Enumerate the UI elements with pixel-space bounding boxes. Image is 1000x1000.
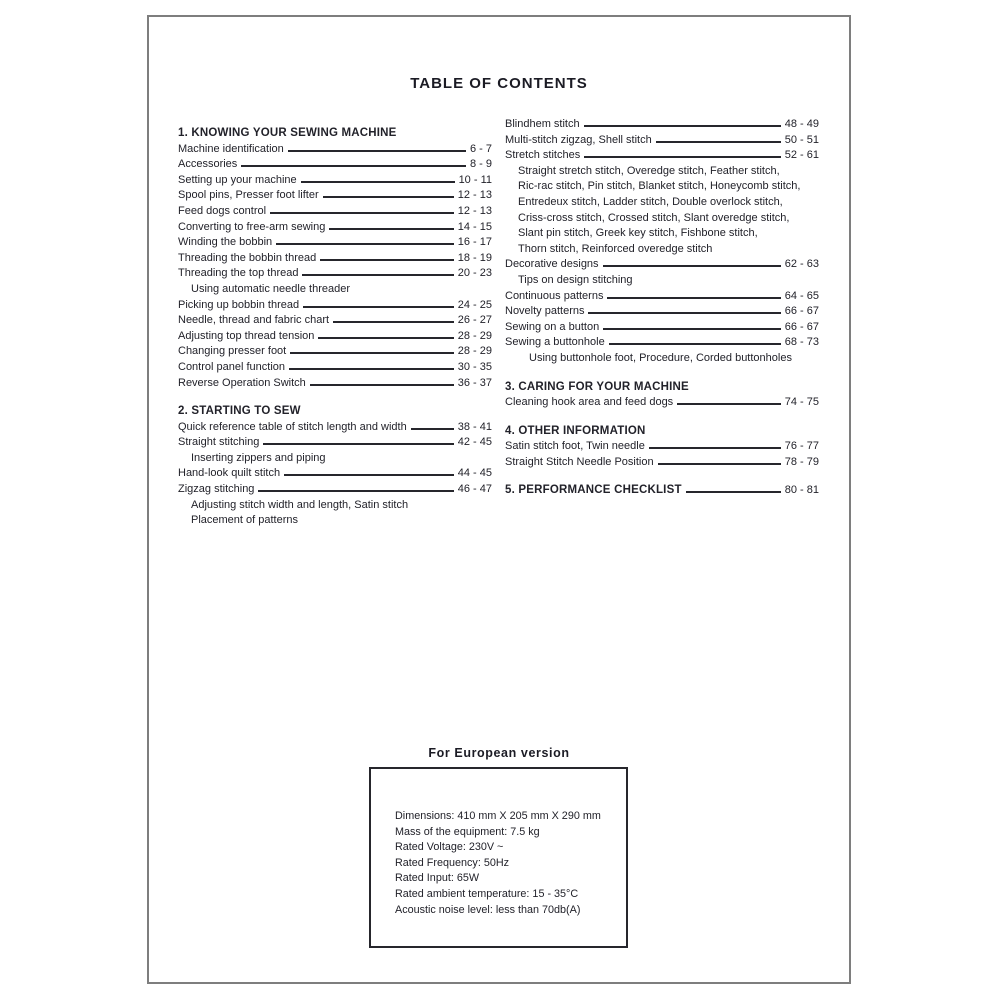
toc-row (505, 257, 819, 273)
toc-entry-label: Continuous patterns (505, 289, 604, 302)
toc-entry-pages: 28 - 29 (457, 345, 492, 358)
leader-line (588, 304, 780, 320)
leader-line (609, 335, 781, 351)
toc-entry-pages: 36 - 37 (457, 376, 492, 389)
toc-row (178, 266, 492, 282)
toc-entry-label: Using automatic needle threader (191, 282, 350, 295)
toc-entry-label: Picking up bobbin thread (178, 298, 300, 311)
leader-line (302, 266, 453, 282)
toc-row (178, 404, 492, 420)
toc-row (178, 173, 492, 189)
toc-entry-label: Zigzag stitching (178, 483, 255, 496)
toc-entry-label: Cleaning hook area and feed dogs (505, 396, 674, 409)
toc-row (505, 195, 819, 211)
european-version-title: For European version (428, 746, 570, 760)
toc-row (178, 498, 492, 514)
toc-row (505, 242, 819, 258)
toc-row (505, 351, 819, 367)
leader-line (289, 360, 454, 376)
toc-entry-label: Placement of patterns (191, 514, 299, 527)
toc-entry-label: 4. OTHER INFORMATION (505, 424, 646, 437)
toc-entry-pages: 10 - 11 (458, 173, 492, 186)
toc-entry-pages: 44 - 45 (457, 467, 492, 480)
leader-line (584, 117, 781, 133)
toc-entry-label: Sewing on a button (505, 320, 600, 333)
toc-entry-label: Tips on design stitching (518, 273, 633, 286)
toc-row (505, 320, 819, 336)
toc-row (178, 235, 492, 251)
toc-entry-pages: 8 - 9 (469, 158, 492, 171)
toc-row (178, 220, 492, 236)
toc-entry-pages: 26 - 27 (457, 314, 492, 327)
leader-line (677, 395, 781, 411)
toc-entry-pages: 80 - 81 (784, 484, 819, 497)
toc-entry-label: Blindhem stitch (505, 118, 580, 130)
toc-entry-label: Threading the top thread (178, 267, 299, 280)
spec-line: Dimensions: 410 mm X 205 mm X 290 mm (395, 810, 601, 822)
toc-entry-pages: 66 - 67 (784, 320, 819, 333)
toc-row (505, 133, 819, 149)
toc-entry-label: Converting to free-arm sewing (178, 220, 326, 233)
toc-entry-label: Changing presser foot (178, 345, 287, 358)
toc-entry-pages: 30 - 35 (457, 360, 492, 373)
toc-row (505, 211, 819, 227)
toc-entry-label: Thorn stitch, Reinforced overedge stitch (518, 242, 713, 255)
toc-row (178, 329, 492, 345)
toc-entry-label: Threading the bobbin thread (178, 251, 317, 264)
spec-line: Rated ambient temperature: 15 - 35°C (395, 887, 579, 900)
toc-row (505, 226, 819, 242)
toc-entry-pages: 38 - 41 (457, 420, 492, 433)
european-spec-box (369, 767, 628, 948)
leader-line (323, 188, 454, 204)
toc-row (178, 298, 492, 314)
toc-entry-label: Quick reference table of stitch length and width (178, 420, 407, 433)
toc-entry-pages: 12 - 13 (457, 189, 492, 202)
leader-line (584, 148, 781, 164)
toc-row (505, 395, 819, 411)
spec-line: Rated Voltage: 230V ~ (395, 841, 504, 854)
page-title: TABLE OF CONTENTS (410, 75, 588, 92)
toc-entry-pages: 76 - 77 (784, 440, 819, 453)
toc-entry-label: 2. STARTING TO SEW (178, 405, 301, 418)
leader-line (656, 133, 781, 149)
leader-line (686, 483, 781, 499)
toc-entry-pages: 68 - 73 (784, 336, 819, 349)
toc-entry-label: Adjusting stitch width and length, Satin stitch (191, 498, 409, 511)
toc-entry-pages: 12 - 13 (457, 204, 492, 217)
toc-entry-label: Multi-stitch zigzag, Shell stitch (505, 133, 652, 146)
toc-column-right (505, 117, 819, 499)
toc-entry-label: 1. KNOWING YOUR SEWING MACHINE (178, 127, 397, 139)
toc-row (505, 148, 819, 164)
toc-row (505, 483, 819, 499)
toc-row (505, 380, 819, 396)
leader-line (607, 289, 780, 305)
leader-line (258, 482, 453, 498)
toc-entry-label: Using buttonhole foot, Procedure, Corded buttonholes (529, 351, 792, 364)
leader-line (270, 204, 454, 220)
toc-row (505, 424, 819, 440)
toc-entry-label: Accessories (178, 158, 238, 171)
leader-line (290, 344, 454, 360)
spec-line: Acoustic noise level: less than 70db(A) (395, 903, 581, 916)
toc-entry-pages: 18 - 19 (457, 251, 492, 264)
toc-entry-label: Spool pins, Presser foot lifter (178, 189, 319, 202)
leader-line (263, 435, 453, 451)
leader-line (329, 220, 453, 236)
toc-entry-pages: 46 - 47 (457, 483, 492, 496)
toc-entry-label: Decorative designs (505, 258, 599, 271)
toc-entry-pages: 28 - 29 (457, 329, 492, 342)
toc-entry-label: Novelty patterns (505, 305, 585, 318)
toc-entry-pages: 52 - 61 (784, 149, 819, 162)
toc-row (178, 344, 492, 360)
leader-line (303, 298, 454, 314)
toc-entry-label: Slant pin stitch, Greek key stitch, Fishbone stitch, (518, 227, 758, 240)
toc-entry-pages: 74 - 75 (784, 396, 819, 409)
toc-entry-label: Ric-rac stitch, Pin stitch, Blanket stitch, Honeycomb stitch, (518, 180, 801, 193)
toc-column-left (178, 113, 492, 529)
toc-entry-label: Reverse Operation Switch (178, 376, 306, 389)
toc-row (178, 376, 492, 392)
leader-line (310, 376, 454, 392)
toc-entry-pages: 16 - 17 (457, 236, 492, 249)
toc-row (178, 204, 492, 220)
toc-entry-pages: 24 - 25 (457, 298, 492, 311)
toc-row (178, 142, 492, 158)
toc-entry-label: Needle, thread and fabric chart (178, 314, 330, 327)
leader-line (284, 466, 454, 482)
leader-line (411, 420, 454, 436)
toc-entry-pages: 42 - 45 (457, 436, 492, 449)
leader-line (333, 313, 454, 329)
leader-line (649, 439, 781, 455)
leader-line (603, 320, 781, 336)
toc-entry-label: Setting up your machine (178, 173, 297, 186)
leader-line (288, 142, 466, 158)
leader-line (276, 235, 454, 251)
leader-line (658, 455, 781, 471)
toc-row (178, 126, 492, 142)
spec-line: Rated Input: 65W (395, 872, 480, 885)
toc-entry-pages: 48 - 49 (784, 118, 819, 130)
manual-page (147, 15, 851, 984)
leader-line (603, 257, 781, 273)
toc-entry-label: Adjusting top thread tension (178, 329, 315, 342)
toc-row (178, 482, 492, 498)
toc-entry-pages: 14 - 15 (457, 220, 492, 233)
toc-entry-pages: 20 - 23 (457, 267, 492, 280)
toc-row (178, 466, 492, 482)
toc-row (178, 157, 492, 173)
toc-entry-label: Hand-look quilt stitch (178, 467, 281, 480)
toc-row (178, 435, 492, 451)
toc-row (178, 188, 492, 204)
toc-entry-pages: 78 - 79 (784, 455, 819, 468)
leader-line (301, 173, 455, 189)
toc-entry-pages: 66 - 67 (784, 305, 819, 318)
leader-line (320, 251, 454, 267)
toc-entry-pages: 64 - 65 (784, 289, 819, 302)
toc-entry-label: Straight stretch stitch, Overedge stitch, Feather stitch, (518, 164, 780, 177)
toc-entry-label: Entredeux stitch, Ladder stitch, Double overlock stitch, (518, 195, 783, 208)
toc-row (178, 451, 492, 467)
toc-entry-label: Machine identification (178, 142, 284, 155)
toc-entry-label: Satin stitch foot, Twin needle (505, 440, 645, 453)
toc-row (505, 164, 819, 180)
toc-row (505, 179, 819, 195)
toc-entry-label: Inserting zippers and piping (191, 451, 326, 464)
toc-entry-label: Stretch stitches (505, 149, 581, 162)
toc-entry-pages: 6 - 7 (469, 142, 492, 155)
toc-row (505, 439, 819, 455)
toc-row (505, 304, 819, 320)
toc-row (178, 251, 492, 267)
toc-entry-label: 3. CARING FOR YOUR MACHINE (505, 380, 689, 393)
spec-line: Mass of the equipment: 7.5 kg (395, 825, 540, 838)
toc-row (178, 513, 492, 529)
toc-entry-label: Straight Stitch Needle Position (505, 455, 654, 468)
leader-line (318, 329, 453, 345)
spec-line: Rated Frequency: 50Hz (395, 856, 510, 869)
toc-entry-label: 5. PERFORMANCE CHECKLIST (505, 484, 682, 497)
toc-entry-label: Straight stitching (178, 436, 260, 449)
toc-row (505, 335, 819, 351)
toc-row (178, 420, 492, 436)
toc-entry-label: Winding the bobbin (178, 236, 273, 249)
toc-row (178, 360, 492, 376)
toc-row (505, 455, 819, 471)
toc-row (505, 289, 819, 305)
toc-entry-pages: 62 - 63 (784, 258, 819, 271)
toc-row (178, 313, 492, 329)
toc-row (505, 273, 819, 289)
toc-row (505, 117, 819, 133)
leader-line (241, 157, 466, 173)
toc-entry-pages: 50 - 51 (784, 133, 819, 146)
toc-entry-label: Control panel function (178, 360, 286, 373)
toc-entry-label: Feed dogs control (178, 204, 267, 217)
toc-entry-label: Criss-cross stitch, Crossed stitch, Slant overedge stitch, (518, 211, 790, 224)
toc-row (178, 282, 492, 298)
toc-entry-label: Sewing a buttonhole (505, 336, 605, 349)
